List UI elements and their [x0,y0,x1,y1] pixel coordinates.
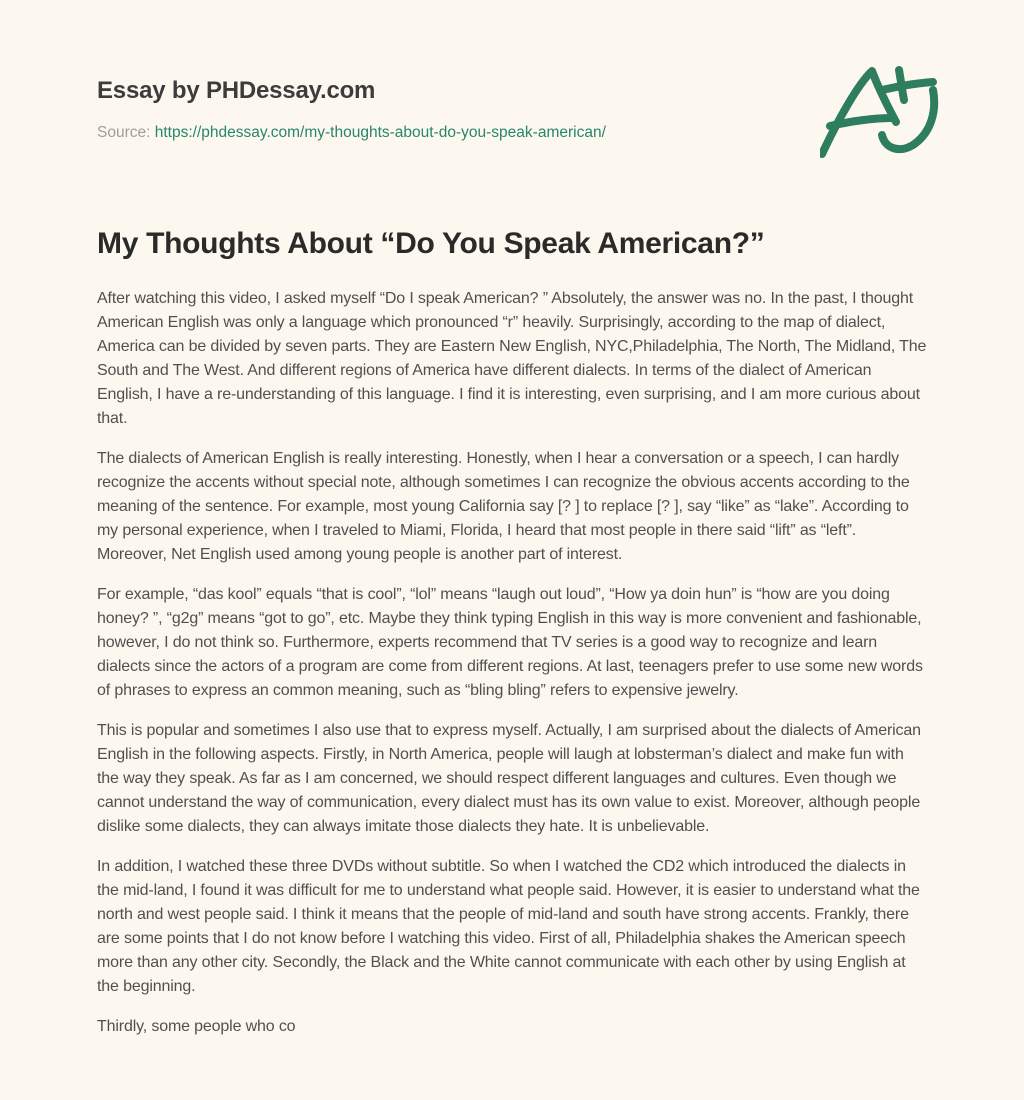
site-title: Essay by PHDessay.com [97,77,376,104]
essay-paragraph-6: Thirdly, some people who co [97,1018,296,1035]
essay-title: My Thoughts About “Do You Speak American?” [97,227,765,260]
essay-paragraph-5: In addition, I watched these three DVDs without subtitle. So when I watched the CD2 which introduced the dialects in the mid-land, I found it was difficult for me to understand what people said. However, it is easier to understand what the north and west people said. I think it means that the people of mid-land and south have strong accents. Frankly, there are some points that I do not know before I watching this video. First of all, Philadelphia shakes the American speech more than any other city. Secondly, the Black and the White cannot communicate with each other by using English at the beginning. [97,858,920,995]
source-line [97,123,927,143]
source-url-link[interactable]: https://phdessay.com/my-thoughts-about-do-you-speak-american/ [154,124,606,141]
logo-plus-horizontal [882,82,933,90]
essay-paragraph-1: After watching this video, I asked myself “Do I speak American? ” Absolutely, the answer was no. In the past, I thought American English was only a language which pronounced “r” heavily. Surprisingly, according to the map of dialect, America can be divided by seven parts. They are Eastern New English, NYC,Philadelphia, The North, The Midland, The South and The West. And different regions of America have different dialects. In terms of the dialect of American English, I have a re-understanding of this language. I find it is interesting, even surprising, and I am more curious about that. [97,290,927,427]
essay-body [97,287,927,1039]
essay-paragraph-2: The dialects of American English is really interesting. Honestly, when I hear a conversation or a speech, I can hardly recognize the accents without special note, although sometimes I can recognize the obvious accents according to the meaning of the sentence. For example, most young California say [? ] to replace [? ], say “like” as “lake”. According to my personal experience, when I traveled to Miami, Florida, I heard that most people in there said “lift” as “left”. Moreover, Net English used among young people is another part of interest. [97,450,910,563]
site-header [97,76,927,143]
essay-paragraph-4: This is popular and sometimes I also use that to express myself. Actually, I am surprised about the dialects of American English in the following aspects. Firstly, in North America, people will laugh at lobsterman’s dialect and make fun with the way they speak. As far as I am concerned, we should respect different languages and cultures. Even though we cannot understand the way of communication, every dialect must has its own value to exist. Moreover, although people dislike some dialects, they can always imitate those dialects they hate. It is unbelievable. [97,722,921,835]
source-label: Source: [97,124,151,141]
essay-paragraph-3: For example, “das kool” equals “that is cool”, “lol” means “laugh out loud”, “How ya doin hun” is “how are you doing honey? ”, “g2g” means “got to go”, etc. Maybe they think typing English in this way is more convenient and fashionable, however, I do not think so. Furthermore, experts recommend that TV series is a good way to recognize and learn dialects since the actors of a program are come from different regions. At last, teenagers prefer to use some new words of phrases to express an common meaning, such as “bling bling” refers to expensive jewelry. [97,586,923,699]
phdessay-a-plus-logo-icon [820,66,942,160]
